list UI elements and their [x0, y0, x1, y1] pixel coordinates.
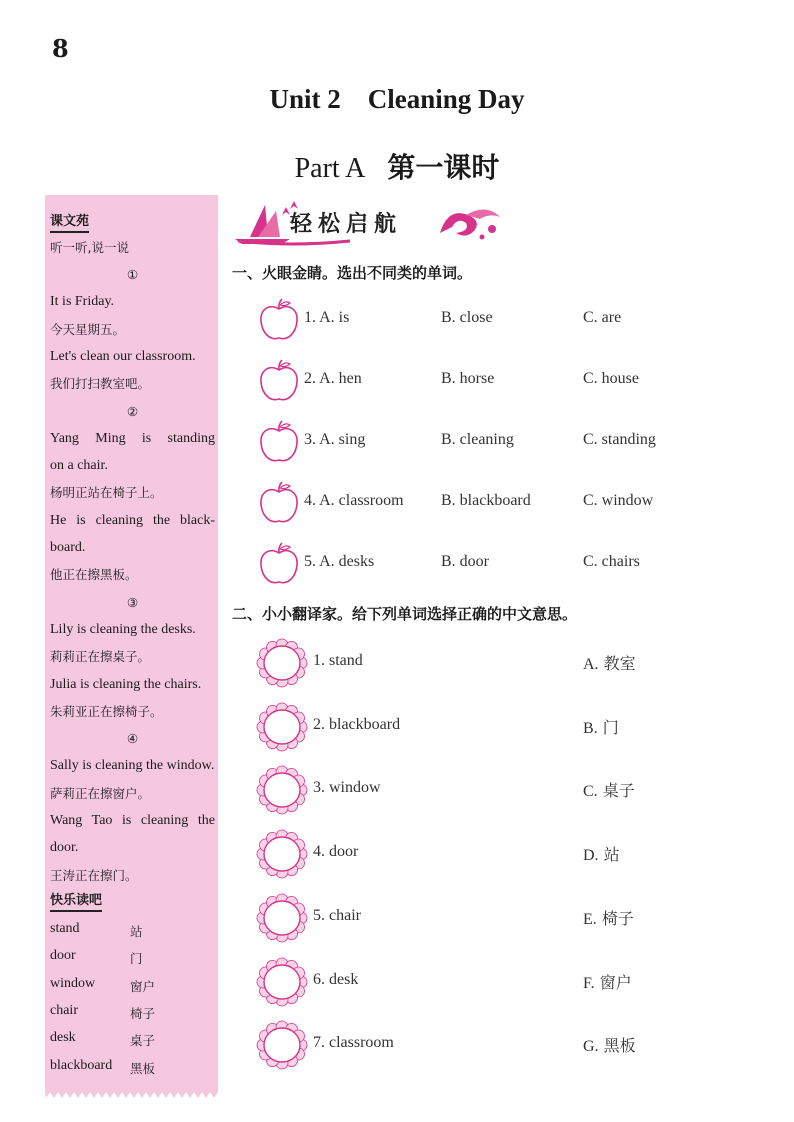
sidebar-line: ②	[126, 403, 139, 419]
english-word: 6. desk	[313, 970, 359, 988]
vocab-word: door	[50, 948, 76, 964]
apple-answer-icon[interactable]	[256, 297, 302, 343]
vocab-word: blackboard	[50, 1057, 113, 1073]
choice-letter: D.	[583, 847, 599, 865]
sidebar-line: 杨明正站在椅子上。	[50, 485, 163, 501]
sidebar-line: Let's clean our classroom.	[50, 348, 196, 364]
choice-letter: F.	[583, 974, 595, 992]
option-b: B. door	[441, 553, 489, 570]
choice-meaning: 门	[597, 717, 619, 737]
sidebar-line: ③	[126, 594, 139, 610]
flower-answer-icon[interactable]	[256, 957, 308, 1007]
sidebar-line: Wang Tao is cleaning the	[50, 813, 215, 828]
vocab-meaning: 站	[130, 924, 143, 939]
sidebar-panel	[45, 195, 218, 1090]
sidebar-line: 莉莉正在擦桌子。	[50, 649, 151, 665]
sidebar-line: He is cleaning the black-	[50, 512, 215, 528]
english-word: 5. chair	[313, 906, 361, 924]
option-b: B. blackboard	[441, 492, 531, 509]
sidebar-line: 萨莉正在擦窗户。	[50, 785, 151, 801]
vocab-meaning: 门	[130, 951, 143, 967]
sidebar-line: 我们打扫教室吧。	[50, 376, 151, 392]
sidebar-line: Julia is cleaning the chairs.	[50, 676, 202, 692]
page-number: 8	[52, 34, 69, 63]
lesson-label: 第一课时	[387, 151, 500, 184]
chinese-meaning	[583, 970, 632, 993]
sidebar-line: 今天星期五。	[50, 321, 126, 337]
choice-meaning: 窗户	[594, 972, 632, 992]
apple-answer-icon[interactable]	[256, 358, 302, 404]
section-2-heading: 二、小小翻译家。给下列单词选择正确的中文意思。	[232, 605, 578, 623]
apple-answer-icon[interactable]	[256, 480, 302, 526]
option-c: C. window	[583, 492, 654, 509]
sidebar-heading-text: 课文苑	[50, 214, 89, 233]
option-b: B. close	[441, 309, 493, 326]
vocab-meaning: 椅子	[130, 1005, 156, 1021]
choice-meaning: 黑板	[598, 1036, 636, 1056]
choice-meaning: 椅子	[596, 908, 634, 928]
sidebar-line: 朱莉亚正在擦椅子。	[50, 703, 163, 719]
english-word: 4. door	[313, 843, 359, 861]
part-title	[0, 146, 794, 186]
choice-letter: G.	[583, 1038, 599, 1056]
option-a: 5. A. desks	[304, 553, 375, 570]
sidebar-line: door.	[50, 840, 79, 856]
sidebar-line: 王涛正在擦门。	[50, 867, 138, 883]
choice-letter: C.	[583, 783, 598, 801]
vocab-word: chair	[50, 1002, 78, 1018]
option-a: 4. A. classroom	[304, 492, 404, 509]
option-c: C. chairs	[583, 553, 640, 570]
vocab-word: desk	[50, 1030, 76, 1046]
option-a: 2. A. hen	[304, 370, 362, 387]
sidebar-line: Lily is cleaning the desks.	[50, 621, 196, 637]
english-word: 2. blackboard	[313, 715, 401, 733]
sidebar-line: It is Friday.	[50, 294, 115, 310]
vocab-meaning: 黑板	[130, 1060, 156, 1076]
option-c: C. house	[583, 370, 639, 387]
english-word: 3. window	[313, 779, 381, 797]
choice-meaning: 教室	[598, 654, 636, 673]
choice-meaning: 桌子	[597, 781, 635, 801]
part-label: Part A	[294, 153, 366, 184]
choice-letter: B.	[583, 719, 598, 737]
vocab-meaning: 桌子	[130, 1033, 156, 1049]
sidebar-line: ④	[126, 731, 139, 747]
option-a: 3. A. sing	[304, 431, 366, 448]
chinese-meaning	[583, 778, 635, 801]
sidebar-line: Yang Ming is standing	[50, 430, 215, 446]
option-c: C. standing	[583, 431, 656, 448]
chinese-meaning	[583, 842, 620, 865]
english-word: 7. classroom	[313, 1034, 394, 1052]
vocab-meaning: 窗户	[130, 978, 156, 994]
sidebar-zigzag-edge	[45, 1088, 218, 1100]
vocab-word: stand	[50, 921, 80, 936]
sidebar-line: ①	[126, 267, 139, 282]
sidebar-line: Sally is cleaning the window.	[50, 758, 215, 774]
apple-answer-icon[interactable]	[256, 541, 302, 587]
flower-answer-icon[interactable]	[256, 893, 308, 943]
apple-answer-icon[interactable]	[256, 419, 302, 465]
flower-answer-icon[interactable]	[256, 638, 308, 688]
flower-answer-icon[interactable]	[256, 702, 308, 752]
choice-letter: E.	[583, 910, 597, 928]
choice-letter: A.	[583, 656, 599, 673]
sidebar-line: board.	[50, 540, 86, 555]
flower-answer-icon[interactable]	[256, 829, 308, 879]
flower-answer-icon[interactable]	[256, 1020, 308, 1070]
unit-title: Unit 2 Cleaning Day	[269, 84, 525, 114]
option-b: B. cleaning	[441, 431, 514, 448]
option-a: 1. A. is	[304, 309, 350, 326]
sidebar-vocab-heading: 快乐读吧	[50, 893, 102, 912]
chinese-meaning	[583, 715, 619, 738]
chinese-meaning	[583, 651, 636, 674]
sidebar-line: 他正在擦黑板。	[50, 567, 138, 583]
sidebar-subheading: 听一听,说一说	[50, 240, 129, 255]
flower-answer-icon[interactable]	[256, 765, 308, 815]
chinese-meaning	[583, 1033, 636, 1056]
banner-title: 轻松启航	[290, 212, 403, 237]
chinese-meaning	[583, 906, 634, 929]
sidebar-line: on a chair.	[50, 458, 108, 474]
english-word: 1. stand	[313, 652, 363, 669]
option-b: B. horse	[441, 370, 495, 387]
section-1-heading: 一、火眼金睛。选出不同类的单词。	[232, 264, 473, 282]
choice-meaning: 站	[598, 845, 620, 865]
option-c: C. are	[583, 309, 622, 326]
vocab-word: window	[50, 975, 96, 991]
